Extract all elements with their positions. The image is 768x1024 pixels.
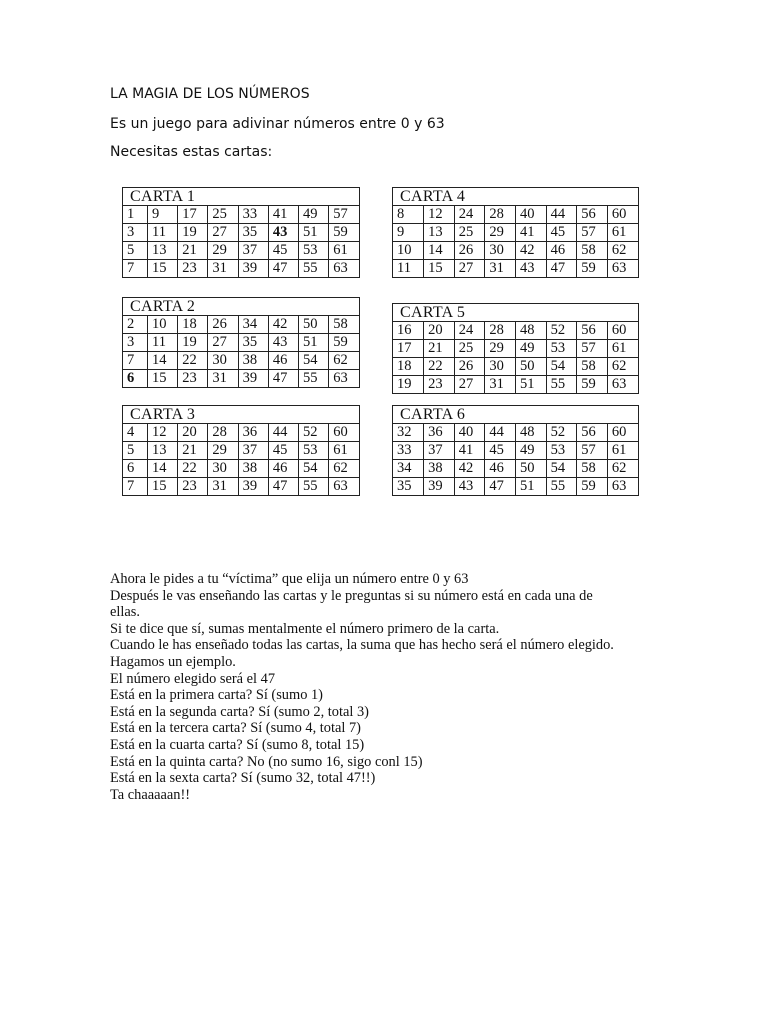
- card-cell: 57: [329, 206, 359, 224]
- card-cell: 7: [123, 352, 148, 370]
- card-row: [393, 478, 638, 496]
- card-cell: 55: [299, 478, 329, 496]
- card-cell: 56: [577, 206, 608, 224]
- card-cell: 47: [268, 478, 298, 496]
- card-cell: 38: [238, 460, 268, 478]
- card-cell: 35: [238, 334, 268, 352]
- card-cell: 16: [393, 322, 424, 340]
- card-cell: 23: [178, 260, 208, 278]
- card-cell: 61: [607, 442, 638, 460]
- card-row: [123, 442, 359, 460]
- card-cell: 54: [546, 460, 577, 478]
- card-cell: 62: [329, 352, 359, 370]
- card-cell: 52: [546, 424, 577, 442]
- text-line: Cuando le has enseñado todas las cartas, la suma que has hecho será el número elegido.: [110, 637, 614, 654]
- card-cell: 41: [268, 206, 298, 224]
- card-row: [123, 460, 359, 478]
- card-cell: 35: [393, 478, 424, 496]
- card-cell: 24: [454, 206, 485, 224]
- card-cell: 57: [577, 340, 608, 358]
- card-cell: 10: [148, 316, 178, 334]
- card-cell: 60: [607, 424, 638, 442]
- card-cell: 32: [393, 424, 424, 442]
- subtitle: Es un juego para adivinar números entre 0 y 63: [110, 116, 445, 132]
- card-cell: 56: [577, 424, 608, 442]
- card-cell: 7: [123, 478, 148, 496]
- card-cell: 62: [329, 460, 359, 478]
- card-cell: 23: [178, 370, 208, 388]
- card-cell: 17: [393, 340, 424, 358]
- card-cell: 48: [516, 322, 547, 340]
- card-grid: [393, 206, 638, 277]
- card-cell: 10: [393, 242, 424, 260]
- card-grid: [123, 316, 359, 387]
- text-line: ellas.: [110, 604, 140, 621]
- card-cell: 14: [424, 242, 455, 260]
- card-cell: 14: [148, 352, 178, 370]
- card-row: [123, 478, 359, 496]
- card-cell: 21: [178, 242, 208, 260]
- card-cell: 28: [485, 322, 516, 340]
- card-cell: 30: [485, 358, 516, 376]
- card-cell: 39: [238, 260, 268, 278]
- card-cell: 28: [485, 206, 516, 224]
- card-cell: 63: [329, 260, 359, 278]
- card-cell: 29: [485, 224, 516, 242]
- card-cell: 21: [424, 340, 455, 358]
- card-cell: 12: [148, 424, 178, 442]
- card-cell: 26: [454, 358, 485, 376]
- card-row: [393, 376, 638, 394]
- card-cell: 52: [299, 424, 329, 442]
- card-cell: 14: [148, 460, 178, 478]
- card-row: [393, 460, 638, 478]
- card-cell: 53: [546, 340, 577, 358]
- card-cell: 25: [454, 224, 485, 242]
- card-cell: 27: [454, 376, 485, 394]
- card-1: [122, 187, 360, 278]
- card-row: [393, 322, 638, 340]
- card-cell: 9: [393, 224, 424, 242]
- card-cell: 11: [393, 260, 424, 278]
- card-cell: 2: [123, 316, 148, 334]
- card-cell: 59: [577, 260, 608, 278]
- card-cell: 25: [208, 206, 238, 224]
- card-cell: 31: [208, 260, 238, 278]
- card-cell: 42: [268, 316, 298, 334]
- card-cell: 44: [268, 424, 298, 442]
- card-grid: [123, 424, 359, 495]
- card-cell: 27: [454, 260, 485, 278]
- card-cell: 59: [577, 376, 608, 394]
- card-cell: 20: [424, 322, 455, 340]
- card-cell: 59: [329, 224, 359, 242]
- card-cell: 19: [178, 224, 208, 242]
- text-line: Si te dice que sí, sumas mentalmente el número primero de la carta.: [110, 620, 500, 637]
- card-cell: 63: [607, 260, 638, 278]
- instructions-text: [110, 571, 670, 803]
- card-title: CARTA 4: [393, 188, 638, 206]
- card-cell: 45: [546, 224, 577, 242]
- card-cell: 13: [148, 242, 178, 260]
- card-cell: 43: [454, 478, 485, 496]
- card-cell: 53: [546, 442, 577, 460]
- text-line: Ahora le pides a tu “víctima” que elija un número entre 0 y 63: [110, 571, 469, 587]
- card-cell: 29: [485, 340, 516, 358]
- card-cell: 3: [123, 334, 148, 352]
- card-cell: 26: [208, 316, 238, 334]
- card-cell: 28: [208, 424, 238, 442]
- card-cell: 38: [424, 460, 455, 478]
- card-cell: 38: [238, 352, 268, 370]
- card-cell: 34: [238, 316, 268, 334]
- card-cell: 37: [424, 442, 455, 460]
- text-line: Ta chaaaaan!!: [110, 786, 191, 803]
- card-cell: 30: [208, 352, 238, 370]
- card-cell: 43: [268, 224, 298, 242]
- card-cell: 8: [393, 206, 424, 224]
- card-cell: 4: [123, 424, 148, 442]
- card-cell: 33: [238, 206, 268, 224]
- card-cell: 63: [607, 478, 638, 496]
- card-grid: [393, 424, 638, 495]
- card-cell: 58: [577, 242, 608, 260]
- card-cell: 63: [329, 478, 359, 496]
- card-cell: 31: [485, 260, 516, 278]
- card-cell: 50: [516, 358, 547, 376]
- card-cell: 6: [123, 460, 148, 478]
- need-cards-text: Necesitas estas cartas:: [110, 144, 273, 160]
- card-cell: 19: [178, 334, 208, 352]
- card-cell: 33: [393, 442, 424, 460]
- text-line: Está en la sexta carta? Sí (sumo 32, total 47!!): [110, 770, 376, 787]
- card-cell: 42: [454, 460, 485, 478]
- card-cell: 22: [178, 460, 208, 478]
- card-cell: 59: [577, 478, 608, 496]
- card-cell: 22: [178, 352, 208, 370]
- card-cell: 55: [546, 376, 577, 394]
- card-cell: 46: [268, 460, 298, 478]
- card-cell: 58: [577, 460, 608, 478]
- card-cell: 25: [454, 340, 485, 358]
- card-row: [123, 206, 359, 224]
- card-cell: 26: [454, 242, 485, 260]
- card-cell: 55: [299, 370, 329, 388]
- text-line: Está en la primera carta? Sí (sumo 1): [110, 687, 323, 704]
- card-cell: 63: [329, 370, 359, 388]
- card-cell: 29: [208, 242, 238, 260]
- card-cell: 47: [268, 260, 298, 278]
- card-cell: 30: [485, 242, 516, 260]
- card-row: [123, 370, 359, 388]
- card-3: [122, 405, 360, 496]
- card-cell: 40: [516, 206, 547, 224]
- card-cell: 15: [424, 260, 455, 278]
- card-cell: 35: [238, 224, 268, 242]
- card-cell: 57: [577, 224, 608, 242]
- card-cell: 41: [454, 442, 485, 460]
- text-line: El número elegido será el 47: [110, 670, 276, 687]
- card-cell: 61: [329, 242, 359, 260]
- card-cell: 24: [454, 322, 485, 340]
- card-cell: 11: [148, 334, 178, 352]
- card-row: [123, 260, 359, 278]
- card-row: [393, 224, 638, 242]
- card-cell: 62: [607, 460, 638, 478]
- card-cell: 53: [299, 442, 329, 460]
- card-cell: 46: [485, 460, 516, 478]
- card-cell: 29: [208, 442, 238, 460]
- card-cell: 55: [299, 260, 329, 278]
- card-cell: 22: [424, 358, 455, 376]
- text-line: Está en la segunda carta? Sí (sumo 2, total 3): [110, 703, 369, 720]
- card-cell: 47: [546, 260, 577, 278]
- card-cell: 52: [546, 322, 577, 340]
- card-cell: 13: [424, 224, 455, 242]
- card-cell: 51: [516, 478, 547, 496]
- card-cell: 44: [485, 424, 516, 442]
- text-line: Está en la quinta carta? No (no sumo 16, sigo conl 15): [110, 753, 423, 770]
- card-cell: 15: [148, 260, 178, 278]
- card-cell: 45: [485, 442, 516, 460]
- card-cell: 9: [148, 206, 178, 224]
- card-row: [393, 442, 638, 460]
- text-line: Después le vas enseñando las cartas y le preguntas si su número está en cada una de: [110, 587, 593, 604]
- text-line: Está en la tercera carta? Sí (sumo 4, total 7): [110, 720, 361, 737]
- card-cell: 19: [393, 376, 424, 394]
- card-cell: 57: [577, 442, 608, 460]
- card-cell: 13: [148, 442, 178, 460]
- card-6: [392, 405, 639, 496]
- card-cell: 60: [329, 424, 359, 442]
- card-cell: 45: [268, 442, 298, 460]
- card-cell: 20: [178, 424, 208, 442]
- card-cell: 18: [393, 358, 424, 376]
- card-row: [393, 260, 638, 278]
- card-cell: 23: [178, 478, 208, 496]
- card-grid: [393, 322, 638, 393]
- card-cell: 54: [299, 352, 329, 370]
- page-title: LA MAGIA DE LOS NÚMEROS: [110, 86, 310, 102]
- card-cell: 46: [546, 242, 577, 260]
- card-cell: 63: [607, 376, 638, 394]
- card-cell: 51: [516, 376, 547, 394]
- card-cell: 49: [516, 442, 547, 460]
- card-cell: 34: [393, 460, 424, 478]
- card-title: CARTA 6: [393, 406, 638, 424]
- card-2: [122, 297, 360, 388]
- card-cell: 31: [485, 376, 516, 394]
- card-cell: 60: [607, 206, 638, 224]
- card-cell: 11: [148, 224, 178, 242]
- card-cell: 61: [607, 224, 638, 242]
- card-row: [393, 242, 638, 260]
- text-line: Está en la cuarta carta? Sí (sumo 8, total 15): [110, 736, 365, 753]
- card-cell: 39: [424, 478, 455, 496]
- card-cell: 62: [607, 242, 638, 260]
- card-cell: 31: [208, 370, 238, 388]
- card-cell: 31: [208, 478, 238, 496]
- card-cell: 49: [516, 340, 547, 358]
- card-row: [123, 242, 359, 260]
- card-cell: 61: [607, 340, 638, 358]
- card-cell: 7: [123, 260, 148, 278]
- card-cell: 44: [546, 206, 577, 224]
- card-row: [393, 340, 638, 358]
- card-cell: 42: [516, 242, 547, 260]
- card-row: [123, 352, 359, 370]
- card-cell: 43: [268, 334, 298, 352]
- card-cell: 15: [148, 478, 178, 496]
- card-cell: 1: [123, 206, 148, 224]
- card-cell: 55: [546, 478, 577, 496]
- card-cell: 51: [299, 334, 329, 352]
- card-cell: 39: [238, 370, 268, 388]
- card-cell: 5: [123, 442, 148, 460]
- card-cell: 47: [268, 370, 298, 388]
- card-cell: 23: [424, 376, 455, 394]
- card-row: [123, 424, 359, 442]
- card-grid: [123, 206, 359, 277]
- card-cell: 51: [299, 224, 329, 242]
- card-cell: 15: [148, 370, 178, 388]
- card-cell: 50: [516, 460, 547, 478]
- card-cell: 53: [299, 242, 329, 260]
- card-4: [392, 187, 639, 278]
- card-row: [393, 206, 638, 224]
- card-row: [123, 316, 359, 334]
- card-cell: 39: [238, 478, 268, 496]
- card-cell: 61: [329, 442, 359, 460]
- card-title: CARTA 2: [123, 298, 359, 316]
- card-cell: 18: [178, 316, 208, 334]
- card-cell: 41: [516, 224, 547, 242]
- card-cell: 6: [123, 370, 148, 388]
- card-title: CARTA 5: [393, 304, 638, 322]
- card-cell: 50: [299, 316, 329, 334]
- card-cell: 36: [238, 424, 268, 442]
- card-cell: 3: [123, 224, 148, 242]
- card-5: [392, 303, 639, 394]
- card-cell: 27: [208, 334, 238, 352]
- card-cell: 48: [516, 424, 547, 442]
- card-title: CARTA 3: [123, 406, 359, 424]
- card-cell: 62: [607, 358, 638, 376]
- card-cell: 56: [577, 322, 608, 340]
- card-cell: 40: [454, 424, 485, 442]
- card-cell: 21: [178, 442, 208, 460]
- card-cell: 17: [178, 206, 208, 224]
- card-cell: 45: [268, 242, 298, 260]
- card-row: [393, 424, 638, 442]
- card-title: CARTA 1: [123, 188, 359, 206]
- text-line: Hagamos un ejemplo.: [110, 653, 236, 670]
- card-row: [123, 224, 359, 242]
- card-cell: 54: [299, 460, 329, 478]
- card-cell: 43: [516, 260, 547, 278]
- card-cell: 54: [546, 358, 577, 376]
- card-cell: 60: [607, 322, 638, 340]
- card-row: [123, 334, 359, 352]
- card-cell: 37: [238, 442, 268, 460]
- card-cell: 59: [329, 334, 359, 352]
- card-row: [393, 358, 638, 376]
- card-cell: 27: [208, 224, 238, 242]
- card-cell: 58: [329, 316, 359, 334]
- card-cell: 47: [485, 478, 516, 496]
- card-cell: 58: [577, 358, 608, 376]
- card-cell: 12: [424, 206, 455, 224]
- card-cell: 30: [208, 460, 238, 478]
- card-cell: 49: [299, 206, 329, 224]
- card-cell: 36: [424, 424, 455, 442]
- card-cell: 5: [123, 242, 148, 260]
- card-cell: 37: [238, 242, 268, 260]
- card-cell: 46: [268, 352, 298, 370]
